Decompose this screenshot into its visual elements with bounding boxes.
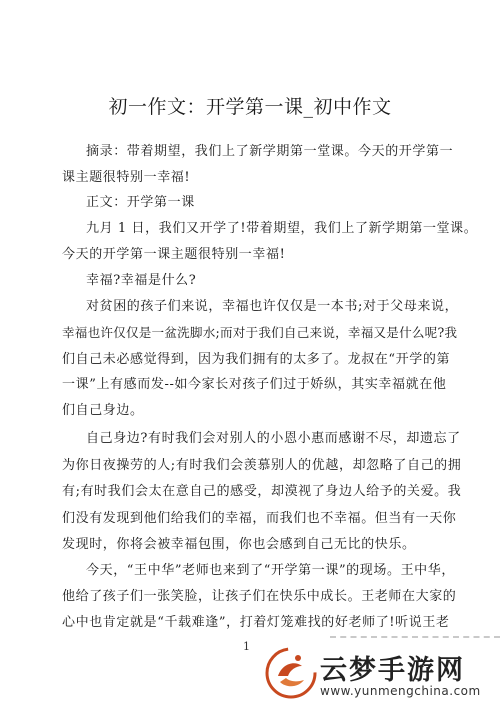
text-line: 自己身边?有时我们会对别人的小恩小惠而感谢不尽，却遗忘了 — [86, 431, 461, 446]
text-line: 课主题很特别一幸福! — [62, 170, 191, 185]
text-line: 今天的开学第一课主题很特别一幸福! — [62, 247, 286, 262]
text-line: 为你日夜操劳的人;有时我们会羡慕别人的优越，却忽略了自己的拥 — [62, 458, 462, 473]
page-number: 1 — [243, 640, 250, 653]
document-title: 初一作文：开学第一课_初中作文 — [108, 96, 392, 118]
text-line: 们自己未必感觉得到，因为我们拥有的太多了。龙叔在“开学的第 — [62, 352, 451, 367]
text-line: 一课”上有感而发--如今家长对孩子们过于娇纵，其实幸福就在他 — [62, 377, 447, 392]
text-line: 发现时，你将会被幸福包围，你也会感到自己无比的快乐。 — [62, 537, 416, 552]
text-line: 们没有发现到他们给我们的幸福，而我们也不幸福。但当有一天你 — [62, 511, 457, 526]
text-line: 对贫困的孩子们来说，幸福也许仅仅是一本书;对于父母来说， — [86, 299, 459, 314]
watermark-url: www.yunmengchina.com — [320, 684, 481, 698]
text-line: 他给了孩子们一张笑脸，让孩子们在快乐中成长。王老师在大家的 — [62, 589, 457, 604]
watermark-logo-icon — [264, 646, 318, 700]
text-line: 们自己身边。 — [62, 403, 144, 418]
text-line: 有;有时我们会太在意自己的感受，却漠视了身边人给予的关爱。我 — [62, 484, 462, 499]
text-line: 九月 1 日，我们又开学了!带着期望，我们上了新学期第一堂课。 — [86, 221, 478, 236]
text-line: 正文：开学第一课 — [86, 195, 195, 210]
text-line: 今天，“王中华”老师也来到了“开学第一课”的现场。王中华， — [86, 563, 455, 578]
text-line: 幸福也许仅仅是一盆洗脚水;而对于我们自己来说，幸福又是什么呢?我 — [62, 325, 458, 340]
text-line: 幸福?幸福是什么? — [86, 273, 197, 288]
watermark-site-name: 云梦手游网 — [320, 655, 465, 686]
text-line: 心中也肯定就是“千载难逢”，打着灯笼难找的好老师了!听说王老 — [62, 615, 450, 630]
site-watermark — [258, 640, 500, 708]
text-line: 摘录：带着期望，我们上了新学期第一堂课。今天的开学第一 — [86, 144, 454, 159]
